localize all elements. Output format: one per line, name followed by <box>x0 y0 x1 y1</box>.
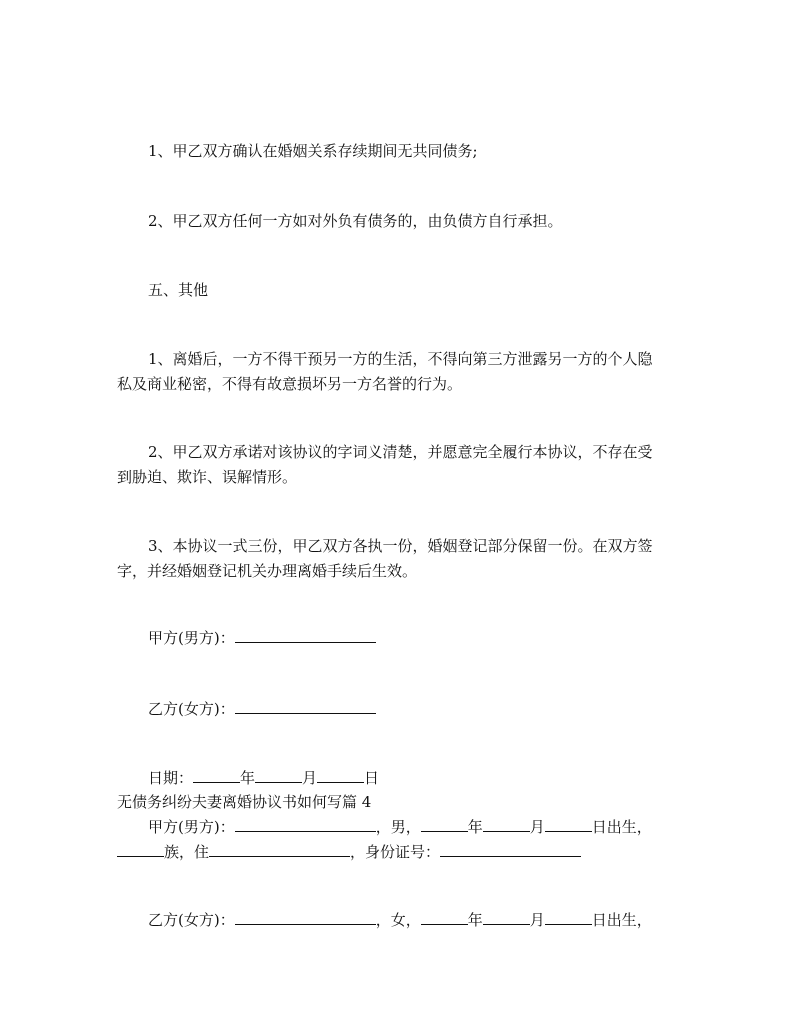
signature-party-b-blank <box>235 695 376 714</box>
signature-date-label: 日期： <box>148 769 194 787</box>
other-clause-2-line-2: 到胁迫、欺诈、误解情形。 <box>117 468 298 486</box>
signature-month-label: 月 <box>302 769 318 787</box>
next-party-b-month-blank <box>483 906 530 925</box>
next-party-a-year-label: 年 <box>467 818 483 836</box>
signature-party-a-label: 甲方(男方)： <box>148 629 235 647</box>
next-party-b-year-blank <box>421 906 468 925</box>
next-party-a-name-blank <box>235 813 376 832</box>
next-party-a-month-label: 月 <box>529 818 545 836</box>
next-party-a-year-blank <box>421 813 468 832</box>
next-section-title: 无债务纠纷夫妻离婚协议书如何写篇 4 <box>117 793 372 811</box>
next-party-a-line-2 <box>117 837 581 867</box>
next-party-a-id-blank <box>440 838 581 857</box>
signature-day-label: 日 <box>364 769 380 787</box>
other-clause-3-line-1: 3、本协议一式三份，甲乙双方各执一份，婚姻登记部分保留一份。在双方签 <box>148 537 653 555</box>
signature-party-b-label: 乙方(女方)： <box>148 700 235 718</box>
next-party-a-day-blank <box>545 813 592 832</box>
other-clause-1-line-2: 私及商业秘密，不得有故意损坏另一方名誉的行为。 <box>117 375 463 393</box>
next-party-a-label: 甲方(男方)： <box>148 818 235 836</box>
next-party-a-ethnicity-label: 族，住 <box>164 843 210 861</box>
other-clause-2-line-1: 2、甲乙双方承诺对该协议的字词义清楚，并愿意完全履行本协议，不存在受 <box>148 443 653 461</box>
signature-party-b <box>148 694 376 724</box>
next-party-b-month-label: 月 <box>529 911 545 929</box>
signature-month-blank <box>255 764 302 783</box>
next-party-a-address-blank <box>209 838 350 857</box>
section-heading-other: 五、其他 <box>148 281 209 299</box>
next-party-a-ethnicity-blank <box>117 838 164 857</box>
next-party-a-month-blank <box>483 813 530 832</box>
signature-day-blank <box>317 764 364 783</box>
next-party-a-id-label: ，身份证号： <box>350 843 441 861</box>
signature-year-label: 年 <box>240 769 256 787</box>
other-clause-1-line-1: 1、离婚后，一方不得干预另一方的生活，不得向第三方泄露另一方的个人隐 <box>148 350 653 368</box>
next-party-a-born-label: 日出生， <box>591 818 652 836</box>
next-party-a-gender: ，男， <box>375 818 421 836</box>
debt-clause-2: 2、甲乙双方任何一方如对外负有债务的，由负债方自行承担。 <box>148 212 563 230</box>
next-party-b-label: 乙方(女方)： <box>148 911 235 929</box>
signature-party-a-blank <box>235 624 376 643</box>
next-party-b-line-1 <box>148 905 652 935</box>
signature-party-a <box>148 623 376 653</box>
next-party-b-born-label: 日出生， <box>591 911 652 929</box>
next-party-b-year-label: 年 <box>467 911 483 929</box>
next-party-b-name-blank <box>235 906 376 925</box>
other-clause-3-line-2: 字，并经婚姻登记机关办理离婚手续后生效。 <box>117 562 418 580</box>
next-party-b-day-blank <box>545 906 592 925</box>
next-party-b-gender: ，女， <box>375 911 421 929</box>
signature-year-blank <box>193 764 240 783</box>
debt-clause-1: 1、甲乙双方确认在婚姻关系存续期间无共同债务; <box>148 142 478 160</box>
